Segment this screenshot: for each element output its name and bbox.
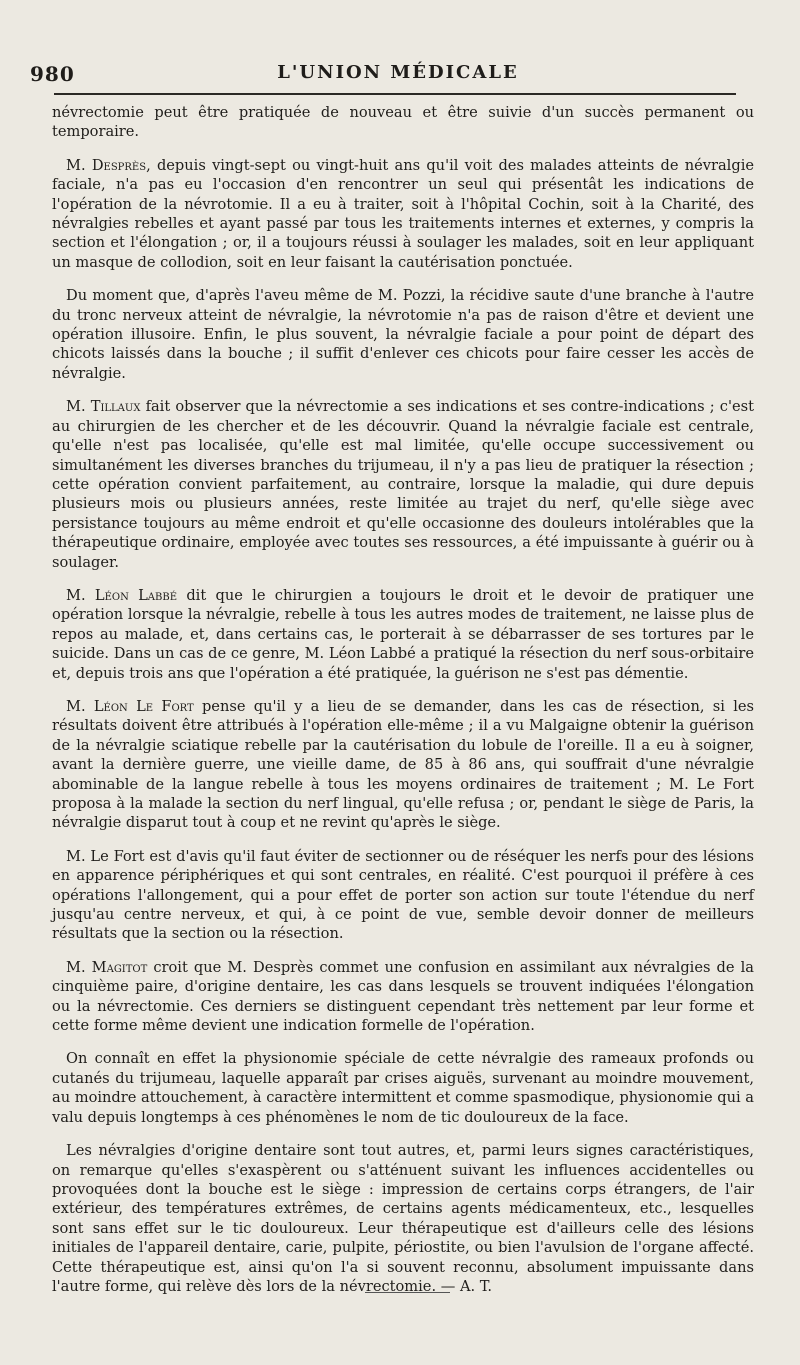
paragraph — [52, 397, 754, 572]
paragraph — [52, 697, 754, 833]
paragraph — [52, 958, 754, 1036]
footer-rule — [365, 1292, 450, 1293]
paragraph-text: M. Le Fort est d'avis qu'il faut éviter de sectionner ou de réséquer les nerfs pour des lésions en apparence périphériques et qui sont centrales, en réalité. C'est pourquoi il préfère à ces opérations l'allongement, qui a pour effet de porter son action sur toute l'étendue du nerf jusqu'au centre nerveux, et qui, à ce point de vue, semble devoir donner de meilleurs résultats que la section ou la résection. — [52, 847, 754, 943]
speaker-name: M. Magitot — [66, 958, 148, 976]
paragraph-text: , depuis vingt-sept ou vingt-huit ans qu'il voit des malades atteints de névralgie faciale, n'a pas eu l'occasion d'en rencontrer un seul qui présentât les indications de l'opération de la névrotomie. Il a eu à traiter, soit à l'hôpital Cochin, soit à la Charité, des névralgies rebelles et ayant passé par tous les traitements internes et externes, y compris la section et l'élongation ; or, il a toujours réussi à soulager les malades, soit en leur appliquant un masque de collodion, soit en leur faisant la cautérisation ponctuée. — [52, 156, 754, 271]
paragraph — [52, 1141, 754, 1296]
paragraph-text: fait observer que la névrectomie a ses indications et ses contre-indications ; c'est au chirurgien de les chercher et de les découvrir. Quand la névralgie faciale est centrale, qu'elle n'est pas localisée, qu'elle est mal limitée, qu'elle occupe successivement ou simultanément les diverses branches du trijumeau, il n'y a pas lieu de pratiquer la résection ; cette opération convient parfaitement, au contraire, lorsque la maladie, qui dure depuis plusieurs mois ou plusieurs années, reste limitée au trajet du nerf, qu'elle siège avec persistance toujours au même endroit et qu'elle occasionne des douleurs intolérables que la thérapeutique ordinaire, employée avec toutes ses ressources, a été impuissante à guérir ou à soulager. — [52, 398, 754, 571]
paragraph — [52, 286, 754, 383]
paragraph-text: dit que le chirurgien a toujours le droit et le devoir de pratiquer une opération lorsque la névralgie, rebelle à tous les autres modes de traitement, ne laisse plus de repos au malade, et, dans certains cas, le porterait à se débarrasser de ses tortures par le suicide. Dans un cas de ce genre, M. Léon Labbé a pratiqué la résection du nerf sous-orbitaire et, depuis trois ans que l'opération a été pratiquée, la guérison ne s'est pas démentie. — [52, 586, 754, 682]
signature: — A. T. — [440, 1277, 493, 1295]
paragraph — [52, 156, 754, 272]
paragraph — [52, 847, 754, 944]
paragraph-text: névrectomie peut être pratiquée de nouveau et être suivie d'un succès permanent ou temporaire. — [52, 104, 754, 141]
running-title: L'UNION MÉDICALE — [277, 62, 519, 83]
speaker-name: M. Léon Labbé — [66, 586, 178, 604]
paragraph-text: Du moment que, d'après l'aveu même de M. Pozzi, la récidive saute d'une branche à l'autre du tronc nerveux atteint de névralgie, la névrotomie n'a pas de raison d'être et devient une opération illusoire. Enfin, le plus souvent, la névralgie faciale a pour point de départ des chicots laissés dans la bouche ; il suffit d'enlever ces chicots pour faire cesser les accès de névralgie. — [52, 287, 754, 382]
paragraph — [52, 1049, 754, 1127]
article-body — [52, 103, 754, 1310]
paragraph-text: croit que M. Desprès commet une confusion en assimilant aux névralgies de la cinquième paire, d'origine dentaire, les cas dans lesquels se trouvent indiquées l'élongation ou la névrectomie. Ces derniers se distinguent cependant très nettement par leur forme et cette forme même devient une indication formelle de l'opération. — [52, 958, 754, 1035]
header-rule — [54, 93, 736, 95]
speaker-name: M. Desprès — [66, 156, 147, 174]
page-header — [26, 60, 770, 90]
speaker-name: M. Tillaux — [66, 398, 141, 416]
paragraph-text: pense qu'il y a lieu de se demander, dans les cas de résection, si les résultats doivent être attribués à l'opération elle-même ; il a vu Malgaigne obtenir la guérison de la névralgie sciatique rebelle par la cautérisation du lobule de l'oreille. Il a eu à soigner, avant la dernière guerre, une vieille dame, de 85 à 86 ans, qui souffrait d'une névralgie abominable de la langue rebelle à tous les moyens ordinaires de traitement ; M. Le Fort proposa à la malade la section du nerf lingual, qu'elle refusa ; or, pendant le siège de Paris, la névralgie disparut tout à coup et ne revint qu'après le siège. — [52, 697, 754, 832]
paragraph-text: On connaît en effet la physionomie spéciale de cette névralgie des rameaux profonds ou cutanés du trijumeau, laquelle apparaît par crises aiguës, survenant au moindre mouvement, au moindre attouchement, à caractère intermittent et comme spasmodique, physionomie qui a valu depuis longtemps à ces phénomènes le nom de tic douloureux de la face. — [52, 1050, 755, 1126]
speaker-name: M. Léon Le Fort — [66, 697, 194, 715]
paragraph-text: Les névralgies d'origine dentaire sont tout autres, et, parmi leurs signes caractéristiques, on remarque qu'elles s'exaspèrent ou s'atténuent suivant les influences accidentelles ou provoquées dont la bouche est le siège : impression de certains corps étrangers, de l'air extérieur, des températures extrêmes, de certains agents médicamenteux, etc., lesquelles sont sans effet sur le tic douloureux. Leur thérapeutique est d'ailleurs celle des lésions initiales de l'appareil dentaire, carie, pulpite, périostite, ou bien l'avulsion de l'organe affecté. Cette thérapeutique est, ainsi qu'on l'a si souvent reconnu, absolument impuissante dans l'autre forme, qui relève dès lors de la névrectomie. — [52, 1142, 754, 1295]
page-number: 980 — [30, 62, 75, 86]
paragraph — [52, 103, 754, 142]
paragraph — [52, 586, 754, 683]
